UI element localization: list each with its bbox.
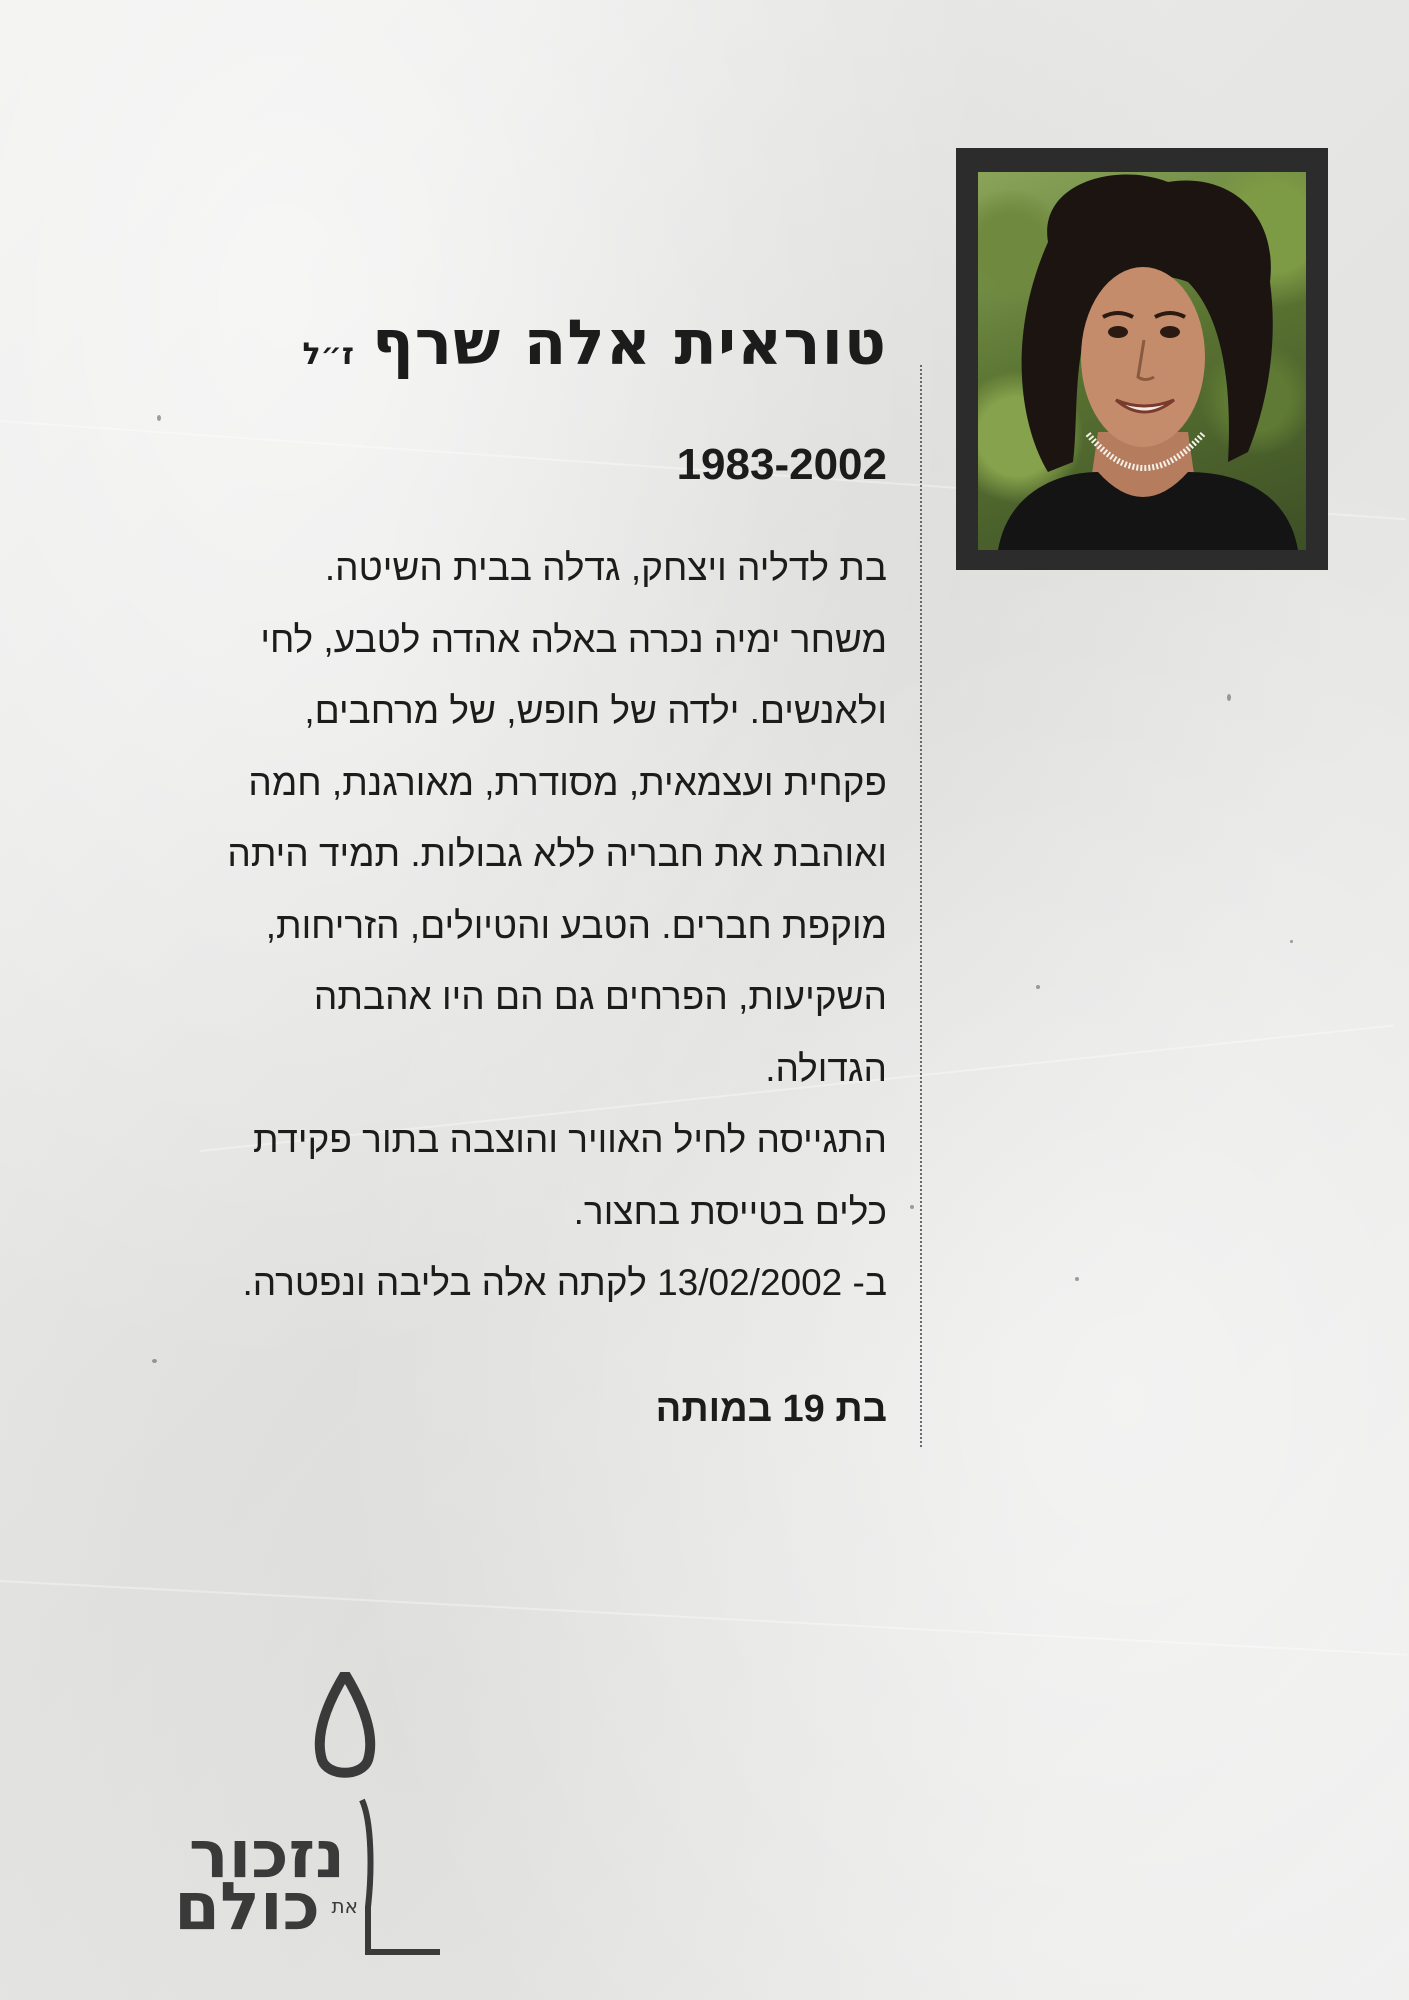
paper-speck xyxy=(1036,985,1040,989)
logo-word-et: את xyxy=(331,1894,358,1918)
bio-line: פקחית ועצמאית, מסודרת, מאורגנת, חמה xyxy=(248,761,887,803)
portrait-illustration xyxy=(978,172,1306,550)
bio-line: השקיעות, הפרחים גם הם היו אהבתה xyxy=(313,976,887,1017)
bio-line: ולאנשים. ילדה של חופש, של מרחבים, xyxy=(304,690,887,731)
portrait-frame xyxy=(956,148,1328,570)
bio-line: מוקפת חברים. הטבע והטיולים, הזריחות, xyxy=(265,904,887,946)
remembrance-logo xyxy=(110,1672,450,1962)
paper-speck xyxy=(1290,940,1293,943)
logo-word-kulam: כולם xyxy=(174,1868,320,1945)
logo-word-nizkor: נזכור xyxy=(188,1816,345,1893)
honorific: ז״ל xyxy=(302,337,354,372)
bio-line: ואוהבת את חבריה ללא גבולות. תמיד היתה xyxy=(227,833,887,874)
portrait-photo xyxy=(978,172,1306,550)
bio-line: הגדולה. xyxy=(765,1047,887,1089)
bio-line: בת לדליה ויצחק, גדלה בבית השיטה. xyxy=(324,547,887,588)
age-at-death: בת 19 במותה xyxy=(655,1388,887,1430)
paper-speck xyxy=(152,1359,157,1363)
paper-speck xyxy=(910,1205,914,1209)
life-years: 1983-2002 xyxy=(676,440,887,489)
bio-line: כלים בטייסת בחצור. xyxy=(573,1190,887,1232)
paper-speck xyxy=(1227,694,1231,701)
soldier-name: טוראית אלה שרף xyxy=(371,306,887,379)
paper-crease xyxy=(0,1580,1407,1656)
dotted-divider xyxy=(920,365,922,1447)
bio-line: משחר ימיה נכרה באלה אהדה לטבע, לחי xyxy=(260,618,887,660)
paper-speck xyxy=(1075,1277,1079,1281)
name-heading xyxy=(147,306,887,379)
bio-line: ב- 13/02/2002 לקתה אלה בליבה ונפטרה. xyxy=(242,1262,887,1303)
biography xyxy=(147,532,887,1319)
bio-line: התגייסה לחיל האוויר והוצבה בתור פקידת xyxy=(252,1119,887,1160)
paper-speck xyxy=(157,415,161,421)
